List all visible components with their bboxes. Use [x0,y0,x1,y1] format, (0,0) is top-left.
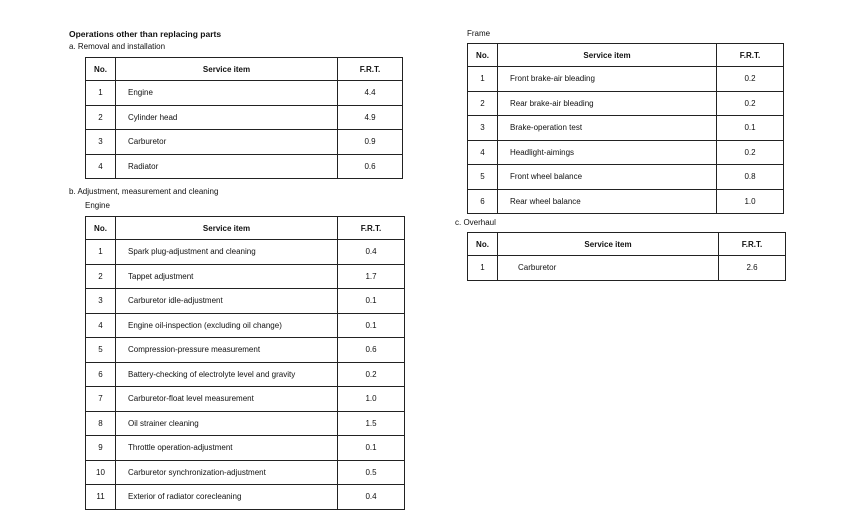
row-no: 11 [86,485,116,510]
row-frt: 0.5 [338,460,405,485]
row-service-item: Oil strainer cleaning [116,411,338,436]
row-frt: 0.8 [717,165,784,190]
row-service-item: Tappet adjustment [116,264,338,289]
table-row [468,189,784,214]
row-no: 3 [86,130,116,155]
row-service-item: Radiator [116,154,338,179]
table-row [86,460,405,485]
row-no: 2 [86,105,116,130]
row-no: 6 [468,189,498,214]
row-frt: 2.6 [719,256,786,281]
table-header-row [468,233,786,256]
page-title: Operations other than replacing parts [69,29,222,39]
row-frt: 0.9 [338,130,403,155]
row-frt: 4.9 [338,105,403,130]
section-c-label: c. Overhaul [455,218,496,227]
row-service-item: Exterior of radiator corecleaning [116,485,338,510]
table-row [86,264,405,289]
row-service-item: Carburetor [498,256,719,281]
table-row [468,116,784,141]
table-row [86,436,405,461]
table-row [468,67,784,92]
col-service-item-header: Service item [116,217,338,240]
table-row [86,313,405,338]
row-no: 3 [86,289,116,314]
row-no: 9 [86,436,116,461]
table-row [468,165,784,190]
row-service-item: Rear wheel balance [498,189,717,214]
row-frt: 0.2 [338,362,405,387]
table-row [86,362,405,387]
row-frt: 1.7 [338,264,405,289]
row-service-item: Cylinder head [116,105,338,130]
row-frt: 1.5 [338,411,405,436]
row-frt: 1.0 [717,189,784,214]
row-service-item: Brake-operation test [498,116,717,141]
row-no: 6 [86,362,116,387]
row-service-item: Carburetor idle-adjustment [116,289,338,314]
row-service-item: Compression-pressure measurement [116,338,338,363]
row-frt: 0.2 [717,91,784,116]
row-service-item: Engine oil-inspection (excluding oil change) [116,313,338,338]
row-no: 2 [468,91,498,116]
row-no: 4 [468,140,498,165]
section-a-label: a. Removal and installation [69,42,166,51]
row-no: 3 [468,116,498,141]
row-service-item: Battery-checking of electrolyte level and gravity [116,362,338,387]
row-service-item: Rear brake-air bleading [498,91,717,116]
row-no: 1 [468,67,498,92]
row-no: 4 [86,154,116,179]
col-frt-header: F.R.T. [717,44,784,67]
section-b-label: b. Adjustment, measurement and cleaning [69,187,219,196]
table-header-row [86,217,405,240]
row-frt: 0.1 [338,436,405,461]
row-no: 5 [468,165,498,190]
row-frt: 0.6 [338,338,405,363]
col-frt-header: F.R.T. [338,217,405,240]
row-service-item: Spark plug-adjustment and cleaning [116,240,338,265]
row-frt: 0.2 [717,67,784,92]
table-row [86,105,403,130]
table-row [86,387,405,412]
table-row [86,81,403,106]
row-no: 1 [468,256,498,281]
row-service-item: Throttle operation-adjustment [116,436,338,461]
table-row [86,130,403,155]
engine-adjustment-table [85,216,405,510]
row-service-item: Front wheel balance [498,165,717,190]
row-no: 1 [86,81,116,106]
row-service-item: Headlight-aimings [498,140,717,165]
overhaul-table [467,232,786,281]
row-service-item: Carburetor [116,130,338,155]
section-b-sublabel: Engine [85,201,110,210]
table-row [86,289,405,314]
table-header-row [86,58,403,81]
row-no: 1 [86,240,116,265]
row-no: 10 [86,460,116,485]
row-no: 4 [86,313,116,338]
col-no-header: No. [86,58,116,81]
col-service-item-header: Service item [498,233,719,256]
row-frt: 1.0 [338,387,405,412]
col-no-header: No. [86,217,116,240]
row-no: 2 [86,264,116,289]
col-frt-header: F.R.T. [719,233,786,256]
row-service-item: Carburetor-float level measurement [116,387,338,412]
table-row [86,240,405,265]
col-service-item-header: Service item [116,58,338,81]
table-row [86,485,405,510]
row-frt: 0.6 [338,154,403,179]
row-frt: 0.4 [338,485,405,510]
col-service-item-header: Service item [498,44,717,67]
row-no: 8 [86,411,116,436]
table-row [468,140,784,165]
row-service-item: Front brake-air bleading [498,67,717,92]
removal-installation-table [85,57,403,179]
row-frt: 0.2 [717,140,784,165]
col-no-header: No. [468,44,498,67]
table-header-row [468,44,784,67]
row-frt: 0.1 [338,313,405,338]
row-no: 5 [86,338,116,363]
row-frt: 4.4 [338,81,403,106]
row-frt: 0.4 [338,240,405,265]
row-service-item: Carburetor synchronization-adjustment [116,460,338,485]
table-row [86,338,405,363]
row-frt: 0.1 [338,289,405,314]
col-no-header: No. [468,233,498,256]
row-service-item: Engine [116,81,338,106]
table-row [86,154,403,179]
table-row [86,411,405,436]
frame-table [467,43,784,214]
row-frt: 0.1 [717,116,784,141]
row-no: 7 [86,387,116,412]
col-frt-header: F.R.T. [338,58,403,81]
frame-label: Frame [467,29,491,38]
table-row [468,91,784,116]
table-row [468,256,786,281]
